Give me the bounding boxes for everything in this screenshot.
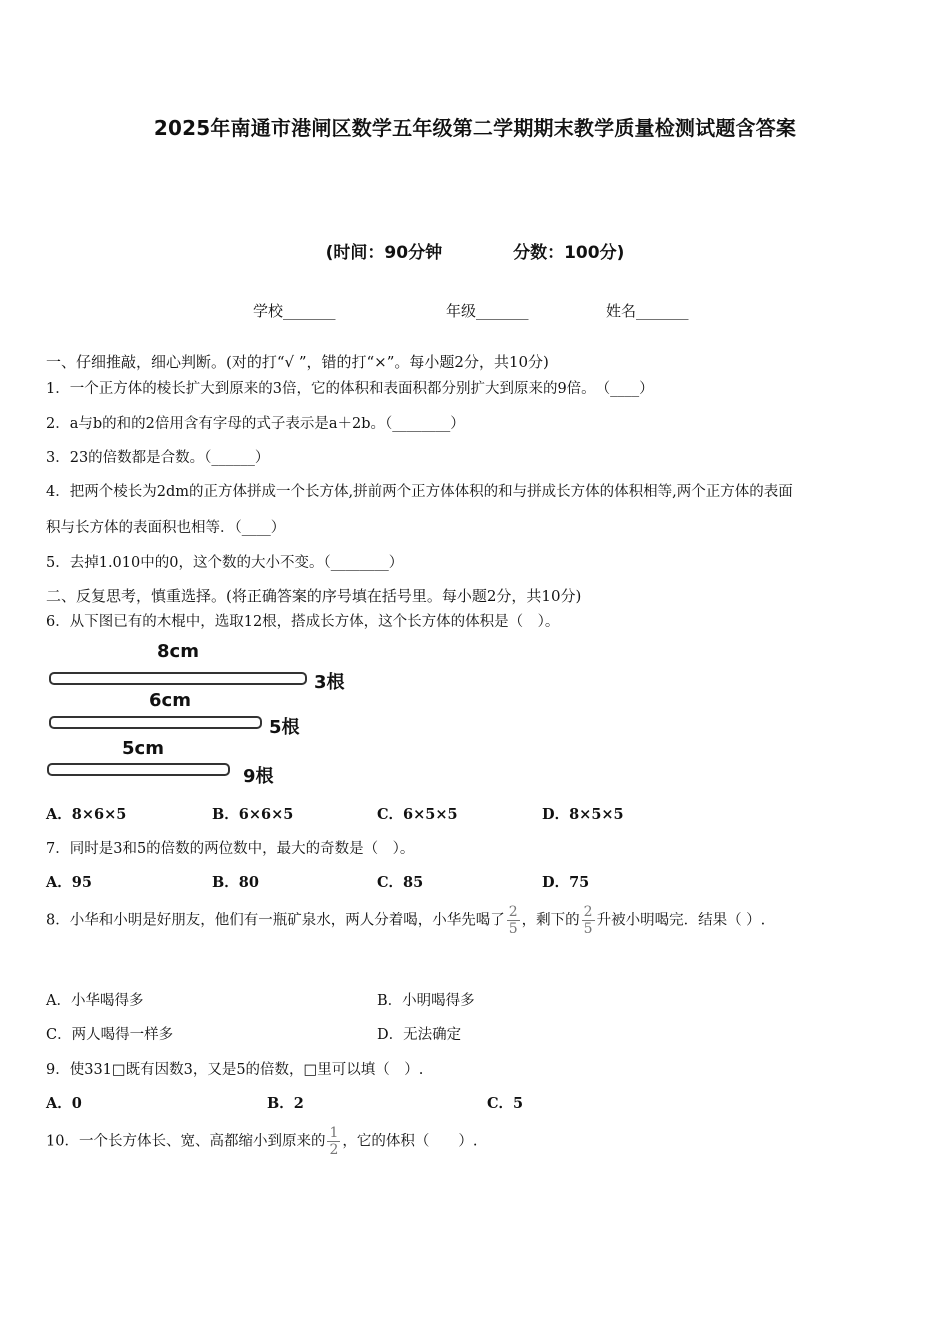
stick-2-count: 5根 <box>269 717 300 738</box>
fraction-numerator: 2 <box>508 904 518 920</box>
school-field: 学校_______ <box>253 302 336 320</box>
page-title: 2025年南通市港闸区数学五年级第二学期期末教学质量检测试题含答案 <box>153 116 797 140</box>
q6-option-d: D．8×5×5 <box>542 806 624 823</box>
stick-1-length: 8cm <box>157 641 199 662</box>
question-2: 2．a与b的和的2倍用含有字母的式子表示是a＋2b。（________） <box>46 416 465 432</box>
q8-option-d: D．无法确定 <box>377 1027 462 1043</box>
name-field: 姓名_______ <box>606 302 689 320</box>
stick-5cm <box>47 763 230 776</box>
question-10-text-2: ，它的体积（ ）. <box>342 1133 478 1150</box>
question-4-line-1: 4．把两个棱长为2dm的正方体拼成一个长方体,拼前两个正方体体积的和与拼成长方体的体积相等,两个正方体的表面 <box>46 484 793 500</box>
stick-2-length: 6cm <box>149 690 191 711</box>
q7-option-b: B．80 <box>212 874 259 891</box>
question-8 <box>46 904 765 937</box>
question-10 <box>46 1125 477 1158</box>
fraction-1-2 <box>327 1125 340 1158</box>
q9-option-a: A．0 <box>46 1095 82 1112</box>
question-8-text-3: 升被小明喝完．结果（ ）. <box>596 912 766 929</box>
question-8-text-1: 8．小华和小明是好朋友，他们有一瓶矿泉水，两人分着喝，小华先喝了 <box>46 912 505 929</box>
fraction-denominator: 5 <box>583 921 593 938</box>
fraction-numerator: 2 <box>583 904 593 920</box>
question-1: 1．一个正方体的棱长扩大到原来的3倍，它的体积和表面积都分别扩大到原来的9倍。 （____） <box>46 381 654 397</box>
stick-6cm <box>49 716 262 729</box>
q8-option-a: A．小华喝得多 <box>46 993 144 1009</box>
section-1-heading: 一、仔细推敲，细心判断。(对的打“√ ”，错的打“×”。每小题2分，共10分) <box>46 353 549 371</box>
question-6: 6．从下图已有的木棍中，选取12根，搭成长方体，这个长方体的体积是（ ）。 <box>46 614 560 630</box>
stick-8cm <box>49 672 307 685</box>
stick-3-length: 5cm <box>122 738 164 759</box>
q7-option-d: D．75 <box>542 874 590 891</box>
question-8-text-2: ，剩下的 <box>521 912 580 929</box>
fraction-denominator: 5 <box>508 921 518 938</box>
q6-option-b: B．6×6×5 <box>212 806 294 823</box>
question-9: 9．使331□既有因数3，又是5的倍数，□里可以填（ ）. <box>46 1062 424 1078</box>
q6-option-c: C．6×5×5 <box>377 806 458 823</box>
question-5: 5．去掉1.010中的0，这个数的大小不变。（________） <box>46 555 404 571</box>
question-10-text-1: 10．一个长方体长、宽、高都缩小到原来的 <box>46 1133 326 1150</box>
stick-3-count: 9根 <box>243 766 274 787</box>
q6-option-a: A．8×6×5 <box>46 806 127 823</box>
fraction-2-5-a <box>507 904 520 937</box>
q8-option-c: C．两人喝得一样多 <box>46 1027 174 1043</box>
fraction-denominator: 2 <box>329 1142 339 1159</box>
question-4-line-2: 积与长方体的表面积也相等．（____） <box>46 520 286 536</box>
q9-option-c: C．5 <box>487 1095 524 1112</box>
grade-field: 年级_______ <box>446 302 529 320</box>
question-3: 3．23的倍数都是合数。（______） <box>46 450 270 466</box>
section-2-heading: 二、反复思考，慎重选择。(将正确答案的序号填在括号里。每小题2分，共10分) <box>46 587 582 605</box>
fraction-2-5-b <box>582 904 595 937</box>
stick-1-count: 3根 <box>314 672 345 693</box>
question-7: 7．同时是3和5的倍数的两位数中，最大的奇数是（ ）。 <box>46 841 415 857</box>
exam-time-and-score: (时间：90分钟 分数：100分) <box>325 243 625 263</box>
q7-option-a: A．95 <box>46 874 92 891</box>
q8-option-b: B．小明喝得多 <box>377 993 475 1009</box>
q9-option-b: B．2 <box>267 1095 304 1112</box>
q7-option-c: C．85 <box>377 874 424 891</box>
fraction-numerator: 1 <box>329 1125 339 1141</box>
